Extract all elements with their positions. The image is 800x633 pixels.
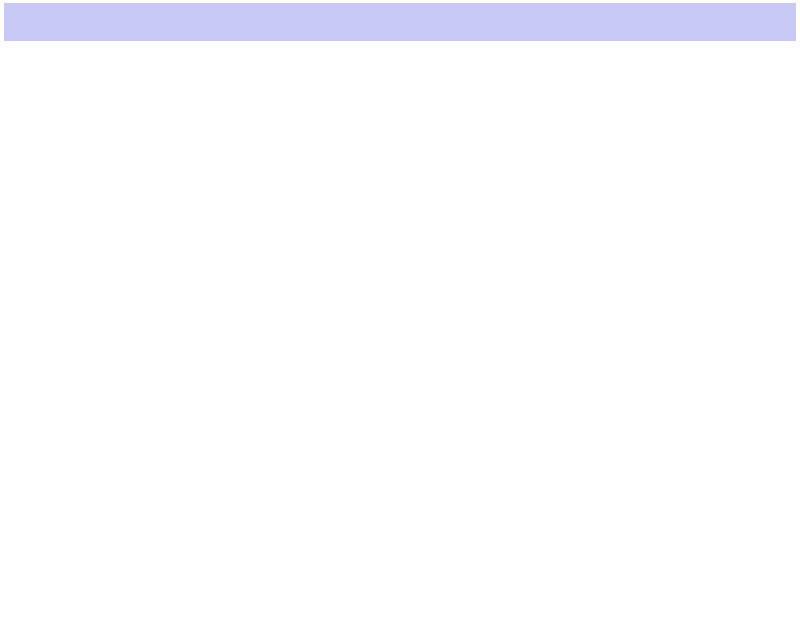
pedigree-title-bar: [4, 3, 796, 41]
